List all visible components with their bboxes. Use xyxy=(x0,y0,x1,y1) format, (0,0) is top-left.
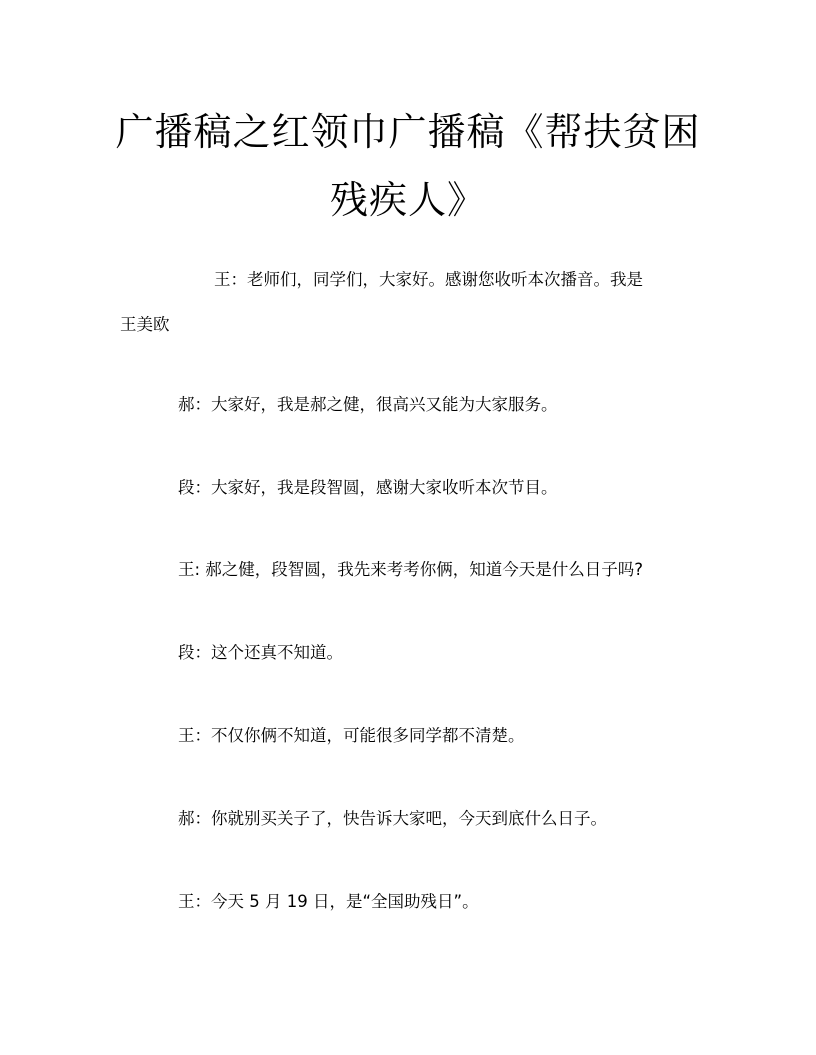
paragraph-wang-question: 王: 郝之健，段智圆，我先来考考你俩，知道今天是什么日子吗? xyxy=(178,560,644,579)
paragraph-duan-intro: 段：大家好，我是段智圆，感谢大家收听本次节目。 xyxy=(178,478,558,497)
paragraph-hao-intro: 郝：大家好，我是郝之健，很高兴又能为大家服务。 xyxy=(178,395,558,414)
paragraph-wang-intro-line2: 王美欧 xyxy=(120,315,170,334)
paragraph-duan-reply: 段：这个还真不知道。 xyxy=(178,643,343,662)
document-title: 广播稿之红领巾广播稿《帮扶贫困残疾人》 xyxy=(115,110,701,222)
paragraph-wang-reply: 王：不仅你俩不知道，可能很多同学都不清楚。 xyxy=(178,726,525,745)
paragraph-wang-intro-line1: 王：老师们，同学们，大家好。感谢您收听本次播音。我是 xyxy=(214,270,643,289)
paragraph-hao-reply: 郝：你就别买关子了，快告诉大家吧，今天到底什么日子。 xyxy=(178,809,607,828)
paragraph-wang-answer: 王：今天 5 月 19 日，是“全国助残日”。 xyxy=(178,892,479,911)
